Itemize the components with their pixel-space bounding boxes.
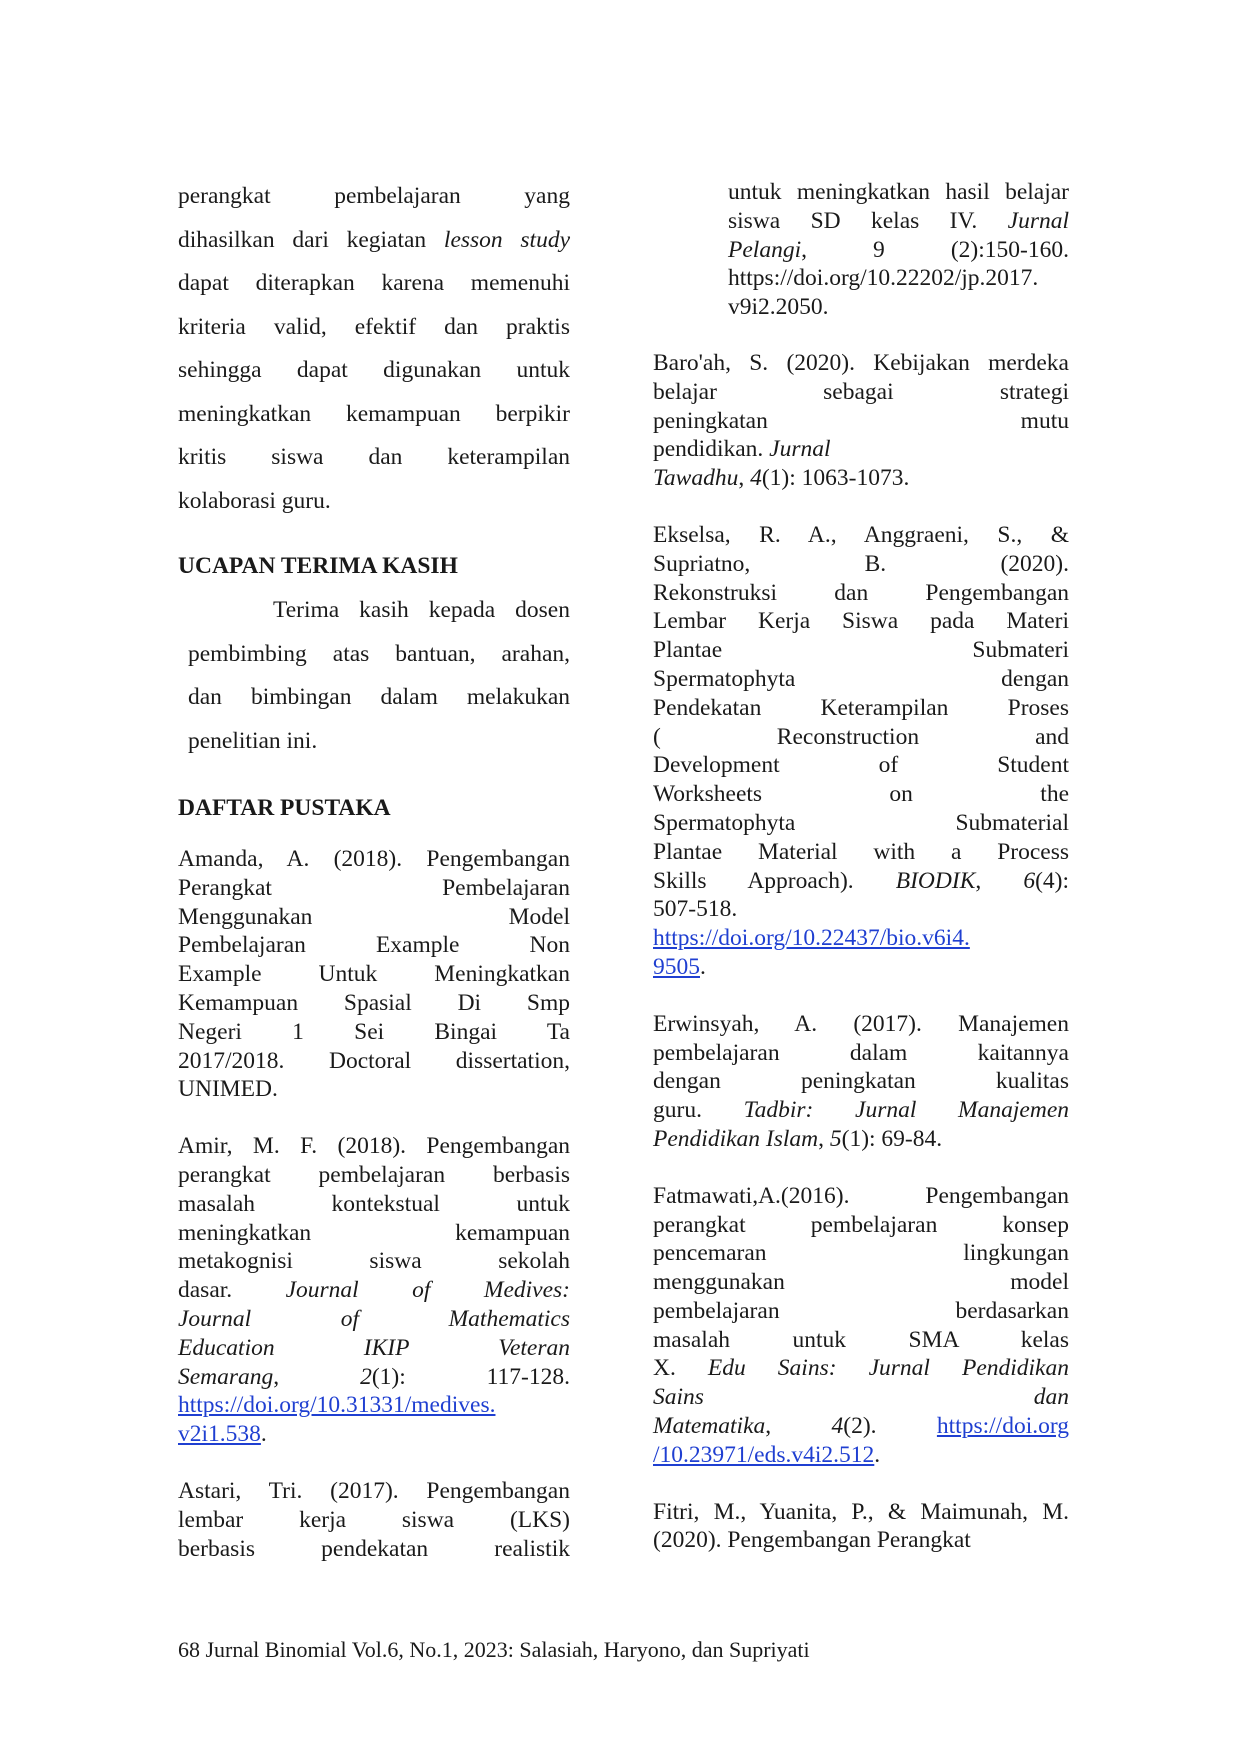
text-line: dengan peningkatan kualitas: [653, 1068, 1069, 1095]
ack-paragraph: [178, 589, 570, 763]
text-line: Terima kasih kepada dosen: [273, 597, 570, 623]
text-line: pendidikan. Jurnal: [653, 436, 831, 463]
doi-link[interactable]: https://doi.org: [936, 1413, 1070, 1440]
doi-link[interactable]: https://doi.org/10.31331/medives.: [178, 1392, 496, 1419]
text-line: v9i2.2050.: [728, 294, 829, 321]
reference-fitri: [653, 1498, 1069, 1556]
reference-baroah: [653, 349, 1069, 493]
text-line: Journal of Mathematics: [178, 1305, 570, 1332]
text-line: 507-518.: [653, 896, 738, 923]
text-line: X. Edu Sains: Jurnal Pendidikan: [653, 1355, 1069, 1382]
text-line: peningkatan mutu: [653, 407, 1069, 434]
text-line: [653, 924, 1069, 953]
text-line: dihasilkan dari kegiatan lesson study: [178, 226, 571, 253]
text-line: untuk meningkatkan hasil belajar: [728, 179, 1069, 205]
text-line: Supriatno, B. (2020).: [653, 550, 1069, 577]
text-line: perangkat pembelajaran berbasis: [178, 1161, 570, 1188]
text-line: metakognisi siswa sekolah: [178, 1248, 570, 1275]
text-line: kriteria valid, efektif dan praktis: [178, 313, 570, 340]
reference-fatmawati: [653, 1182, 1069, 1470]
reference-astari: [178, 1477, 570, 1563]
doi-link[interactable]: https://doi.org/10.22202/jp.2017.: [728, 265, 1039, 292]
text-line: Baro'ah, S. (2020). Kebijakan merdeka: [653, 349, 1069, 376]
text-line: Menggunakan Model: [178, 903, 570, 930]
reference-erwinsyah: [653, 1010, 1069, 1154]
references-heading: DAFTAR PUSTAKA: [178, 795, 391, 821]
text-line: pencemaran lingkungan: [653, 1240, 1069, 1267]
text-line: masalah untuk SMA kelas: [653, 1326, 1069, 1353]
text-line: dapat diterapkan karena memenuhi: [178, 270, 570, 296]
text-line: Lembar Kerja Siswa pada Materi: [653, 608, 1069, 635]
text-line: Plantae Submateri: [653, 637, 1069, 664]
text-line: Negeri 1 Sei Bingai Ta: [178, 1018, 570, 1045]
text-line: lembar kerja siswa (LKS): [178, 1506, 570, 1533]
text-line: sehingga dapat digunakan untuk: [178, 357, 570, 383]
doi-link[interactable]: v9i2.2050: [728, 294, 823, 321]
doi-link[interactable]: https://doi.org/10.22437/bio.v6i4.: [653, 925, 970, 952]
text-line: Amanda, A. (2018). Pengembangan: [178, 846, 570, 872]
text-line: siswa SD kelas IV. Jurnal: [728, 207, 1069, 234]
intro-paragraph: [178, 175, 570, 523]
right-column: [653, 178, 1069, 1555]
text-line: dan bimbingan dalam melakukan: [188, 684, 570, 710]
text-line: Kemampuan Spasial Di Smp: [178, 989, 570, 1016]
italic-term: lesson study: [443, 226, 571, 253]
text-line: Erwinsyah, A. (2017). Manajemen: [653, 1010, 1069, 1037]
text-line: UNIMED.: [178, 1076, 278, 1103]
text-line: guru. Tadbir: Jurnal Manajemen: [653, 1097, 1069, 1124]
text-line: Fitri, M., Yuanita, P., & Maimunah, M.: [653, 1498, 1069, 1525]
text-line: Semarang, 2(1): 117-128.: [178, 1363, 570, 1390]
text-line: Pendidikan Islam, 5(1): 69-84.: [653, 1125, 943, 1152]
doi-link[interactable]: 9505: [653, 953, 700, 980]
text-line: perangkat pembelajaran yang: [178, 183, 570, 209]
text-line: Amir, M. F. (2018). Pengembangan: [178, 1133, 570, 1160]
text-line: Tawadhu, 4(1): 1063-1073.: [653, 465, 910, 492]
text-line: pembimbing atas bantuan, arahan,: [188, 640, 570, 667]
text-line: 9505.: [653, 953, 706, 980]
text-line: menggunakan model: [653, 1269, 1069, 1296]
page-footer: 68 Jurnal Binomial Vol.6, No.1, 2023: Salasiah, Haryono, dan Supriyati: [178, 1637, 810, 1662]
text-line: [728, 264, 1069, 293]
text-line: meningkatkan kemampuan: [178, 1219, 570, 1246]
text-line: kolaborasi guru.: [178, 487, 331, 514]
text-line: Worksheets on the: [653, 781, 1069, 808]
text-line: Rekonstruksi dan Pengembangan: [653, 579, 1069, 606]
text-line: Pembelajaran Example Non: [178, 932, 570, 959]
doi-link[interactable]: /10.23971/eds.v4i2.512: [653, 1441, 875, 1468]
reference-amir: [178, 1132, 570, 1449]
text-line: Spermatophyta Submaterial: [653, 809, 1069, 836]
text-line: kritis siswa dan keterampilan: [178, 444, 570, 470]
text-line: penelitian ini.: [188, 727, 318, 754]
text-line: [178, 1391, 570, 1420]
text-line: berbasis pendekatan realistik: [178, 1535, 570, 1562]
ack-heading: UCAPAN TERIMA KASIH: [178, 553, 458, 579]
text-line: /10.23971/eds.v4i2.512.: [653, 1441, 881, 1468]
text-line: dasar. Journal of Medives:: [178, 1277, 570, 1304]
text-line: belajar sebagai strategi: [653, 378, 1069, 405]
text-line: 2017/2018. Doctoral dissertation,: [178, 1047, 570, 1074]
text-line: Matematika, 4(2). https://doi.org: [653, 1413, 1070, 1440]
text-line: ( Reconstruction and: [653, 723, 1069, 750]
reference-amanda: [178, 845, 570, 1104]
text-line: Plantae Material with a Process: [653, 838, 1069, 865]
text-line: perangkat pembelajaran konsep: [653, 1211, 1069, 1238]
text-line: masalah kontekstual untuk: [178, 1190, 570, 1217]
text-line: (2020). Pengembangan Perangkat: [653, 1527, 971, 1554]
text-line: pembelajaran dalam kaitannya: [653, 1039, 1069, 1066]
doi-link[interactable]: v2i1.538: [178, 1421, 261, 1448]
text-line: Development of Student: [653, 752, 1069, 779]
text-line: Ekselsa, R. A., Anggraeni, S., &: [653, 521, 1069, 548]
text-line: Skills Approach). BIODIK, 6(4):: [653, 867, 1069, 894]
text-line: Fatmawati,A.(2016). Pengembangan: [653, 1182, 1069, 1209]
text-line: Astari, Tri. (2017). Pengembangan: [178, 1477, 570, 1504]
text-line: Sains dan: [653, 1384, 1069, 1411]
text-line: pembelajaran berdasarkan: [653, 1297, 1069, 1324]
text-line: Pelangi, 9 (2):150-160.: [728, 236, 1069, 263]
text-line: Spermatophyta dengan: [653, 665, 1069, 692]
text-line: meningkatkan kemampuan berpikir: [178, 400, 570, 427]
text-line: Example Untuk Meningkatkan: [178, 961, 570, 988]
text-line: Pendekatan Keterampilan Proses: [653, 694, 1069, 721]
text-line: v2i1.538.: [178, 1421, 267, 1448]
text-line: Education IKIP Veteran: [178, 1334, 570, 1361]
reference-ekselsa: [653, 521, 1069, 982]
text-line: Perangkat Pembelajaran: [178, 874, 570, 901]
reference-astari-continued: [653, 178, 1069, 322]
left-column: [178, 175, 570, 1563]
